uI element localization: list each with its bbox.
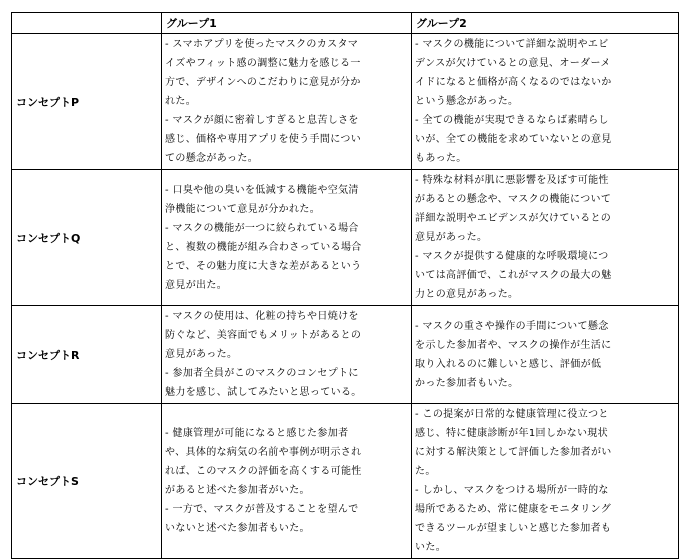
text-line: - マスクの重さや操作の手間について懸念 (415, 320, 609, 332)
text-line: - マスクの使用は、化粧の持ちや日焼けを (165, 311, 359, 322)
text-line: ての懸念があった。 (165, 153, 259, 164)
table-row (12, 404, 679, 559)
text-line: があると述べた参加者がいた。 (165, 485, 310, 496)
text-line: を示した参加者や、マスクの操作が生活に (415, 339, 612, 351)
text-line: 意見があった。 (165, 349, 238, 360)
text-line: 魅力を感じ、試してみたいと思っている。 (165, 387, 362, 398)
group2-cell (412, 170, 679, 306)
text-line: に対する解決策として評価した参加者がい (415, 447, 612, 458)
text-line: いないと述べた参加者もいた。 (165, 523, 310, 534)
text-line: デンスが欠けているとの意見、オーダーメ (415, 58, 611, 69)
concept-label: コンセプトS (12, 404, 162, 559)
text-line: - マスクの機能が一つに絞られている場合 (165, 222, 359, 234)
text-line: 感じ、価格や専用アプリを使う手間につい (165, 134, 362, 145)
text-line: 方で、デザインへのこだわりに意見が分か (165, 77, 361, 88)
group2-cell (412, 34, 679, 170)
text-line: イズやフィット感の調整に魅力を感じる一 (165, 58, 361, 69)
table-row (12, 170, 679, 306)
header-group1: グループ1 (162, 13, 412, 34)
header-row (12, 13, 679, 34)
text-line: れた。 (165, 96, 197, 107)
group1-cell (162, 170, 412, 306)
comparison-table (11, 12, 679, 559)
table-row (12, 306, 679, 404)
text-line: - この提案が日常的な健康管理に役立つと (415, 409, 609, 420)
text-line: - しかし、マスクをつける場所が一時的な (415, 485, 609, 496)
text-line: とで、その魅力度に大きな差があるという (165, 260, 362, 272)
text-line: や、具体的な病気の名前や事例が明示され (165, 447, 362, 458)
group2-cell (412, 404, 679, 559)
text-line: 力との意見があった。 (415, 289, 519, 300)
header-empty (12, 13, 162, 34)
text-line: があるとの懸念や、マスクの機能について (415, 194, 612, 205)
text-line: 感じ、特に健康診断が年1回しかない現状 (415, 428, 609, 439)
text-line: かった参加者もいた。 (415, 377, 519, 389)
text-line: という懸念があった。 (415, 96, 519, 107)
concept-label: コンセプトQ (12, 170, 162, 306)
text-line: できるツールが望ましいと感じた参加者も (415, 523, 612, 534)
text-line: - 一方で、マスクが普及することを望んで (165, 504, 359, 515)
text-line: - 参加者全員がこのマスクのコンセプトに (165, 368, 359, 379)
text-line: いた。 (415, 542, 447, 553)
concept-label: コンセプトP (12, 34, 162, 170)
text-line: 浄機能について意見が分かれた。 (165, 203, 321, 215)
text-line: - 健康管理が可能になると感じた参加者 (165, 428, 349, 439)
text-line: 場所であるため、常に健康をモニタリング (415, 504, 612, 515)
text-line: - マスクが提供する健康的な呼吸環境につ (415, 251, 609, 262)
group1-cell (162, 306, 412, 404)
group1-cell (162, 34, 412, 170)
text-line: 防ぐなど、美容面でもメリットがあるとの (165, 330, 362, 341)
text-line: いては高評価で、これがマスクの最大の魅 (415, 270, 612, 281)
header-group2: グループ2 (412, 13, 679, 34)
text-line: - スマホアプリを使ったマスクのカスタマ (165, 39, 359, 50)
text-line: 意見があった。 (415, 232, 488, 243)
text-line: 取り入れるのに難しいと感じ、評価が低 (415, 358, 602, 370)
text-line: イドになると価格が高くなるのではないか (415, 77, 612, 88)
text-line: 詳細な説明やエビデンスが欠けているとの (415, 213, 612, 224)
text-line: いが、全ての機能を求めていないとの意見 (415, 134, 612, 145)
table-row (12, 34, 679, 170)
text-line: れば、このマスクの評価を高くする可能性 (165, 466, 362, 477)
group2-cell (412, 306, 679, 404)
text-line: - 口臭や他の臭いを低減する機能や空気清 (165, 184, 359, 196)
text-line: - マスクの機能について詳細な説明やエビ (415, 39, 609, 50)
group1-cell (162, 404, 412, 559)
concept-label: コンセプトR (12, 306, 162, 404)
text-line: た。 (415, 466, 436, 477)
text-line: - マスクが顔に密着しすぎると息苦しさを (165, 115, 359, 126)
text-line: もあった。 (415, 153, 467, 164)
text-line: と、複数の機能が組み合わさっている場合 (165, 241, 362, 253)
text-line: 意見が出た。 (165, 279, 228, 291)
text-line: - 特殊な材料が肌に悪影響を及ぼす可能性 (415, 175, 609, 186)
text-line: - 全ての機能が実現できるならば素晴らし (415, 115, 609, 126)
